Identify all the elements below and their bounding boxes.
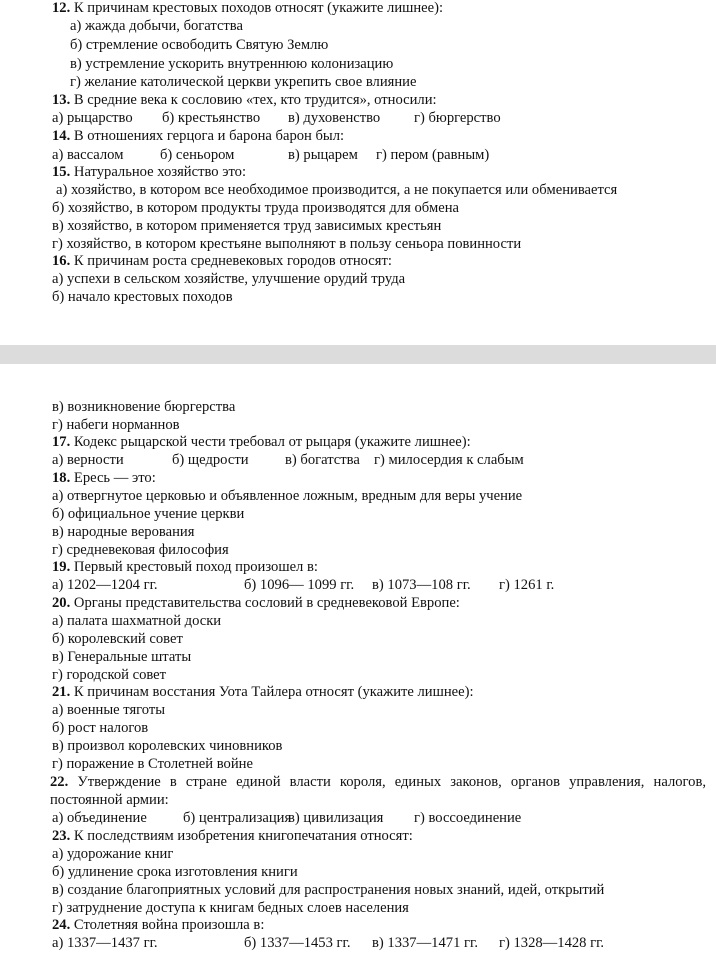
q16-option-a: а) успехи в сельском хозяйстве, улучшение орудий труда <box>52 271 406 287</box>
question-18: 18. Ересь — это: <box>52 470 156 486</box>
q21-option-b: б) рост налогов <box>52 720 149 736</box>
q22-option-a: а) объединение <box>52 810 147 826</box>
q24-option-a: а) 1337—1437 гг. <box>52 935 158 951</box>
q21-option-a: а) военные тяготы <box>52 702 166 718</box>
question-12: 12. К причинам крестовых походов относят (укажите лишнее): <box>52 0 444 16</box>
q17-option-d: г) милосердия к слабым <box>374 452 524 468</box>
q13-option-d: г) бюргерство <box>414 110 501 126</box>
q15-option-c: в) хозяйство, в котором применяется труд зависимых крестьян <box>52 218 442 234</box>
q24-option-d: г) 1328—1428 гг. <box>499 935 605 951</box>
q23-option-c: в) создание благоприятных условий для распространения новых знаний, идей, открытий <box>52 882 605 898</box>
question-21: 21. К причинам восстания Уота Тайлера относят (укажите лишнее): <box>52 684 474 700</box>
q15-option-a: а) хозяйство, в котором все необходимое производится, а не покупается или обменивается <box>56 182 618 198</box>
question-20: 20. Органы представительства сословий в средневековой Европе: <box>52 595 460 611</box>
q24-option-c: в) 1337—1471 гг. <box>372 935 478 951</box>
q17-option-c: в) богатства <box>285 452 360 468</box>
q20-option-b: б) королевский совет <box>52 631 183 647</box>
q21-option-d: г) поражение в Столетней войне <box>52 756 253 772</box>
q19-option-b: б) 1096— 1099 гг. <box>244 577 355 593</box>
q19-option-c: в) 1073—108 гг. <box>372 577 471 593</box>
q12-option-b: б) стремление освободить Святую Землю <box>70 37 329 53</box>
q14-option-b: б) сеньором <box>160 147 235 163</box>
q22-option-d: г) воссоединение <box>414 810 522 826</box>
q16-option-d: г) набеги норманнов <box>52 417 180 433</box>
q20-option-c: в) Генеральные штаты <box>52 649 192 665</box>
q12-option-d: г) желание католической церкви укрепить свое влияние <box>70 74 417 90</box>
question-13: 13. В средние века к сословию «тех, кто трудится», относили: <box>52 92 437 108</box>
page-2 <box>0 364 716 961</box>
question-15: 15. Натуральное хозяйство это: <box>52 164 246 180</box>
q12-option-a: а) жажда добычи, богатства <box>70 18 243 34</box>
q15-option-d: г) хозяйство, в котором крестьяне выполняют в пользу сеньора повинности <box>52 236 522 252</box>
q24-option-b: б) 1337—1453 гг. <box>244 935 351 951</box>
question-23: 23. К последствиям изобретения книгопечатания относят: <box>52 828 413 844</box>
page-1 <box>0 0 716 345</box>
q14-option-c: в) рыцарем <box>288 147 358 163</box>
q23-option-a: а) удорожание книг <box>52 846 174 862</box>
q20-option-a: а) палата шахматной доски <box>52 613 222 629</box>
q19-option-a: а) 1202—1204 гг. <box>52 577 158 593</box>
page-gap-divider <box>0 345 716 364</box>
q17-option-a: а) верности <box>52 452 124 468</box>
q20-option-d: г) городской совет <box>52 667 167 683</box>
q22-option-b: б) централизация <box>183 810 292 826</box>
question-16: 16. К причинам роста средневековых городов относят: <box>52 253 392 269</box>
q15-option-b: б) хозяйство, в котором продукты труда производятся для обмена <box>52 200 460 216</box>
q18-option-a: а) отвергнутое церковью и объявленное ложным, вредным для веры учение <box>52 488 523 504</box>
q22-option-c: в) цивилизация <box>288 810 384 826</box>
question-17: 17. Кодекс рыцарской чести требовал от рыцаря (укажите лишнее): <box>52 434 471 450</box>
q23-option-b: б) удлинение срока изготовления книги <box>52 864 298 880</box>
q18-option-d: г) средневековая философия <box>52 542 229 558</box>
q17-option-b: б) щедрости <box>172 452 249 468</box>
question-19: 19. Первый крестовый поход произошел в: <box>52 559 318 575</box>
q21-option-c: в) произвол королевских чиновников <box>52 738 283 754</box>
q13-option-b: б) крестьянство <box>162 110 261 126</box>
q16-option-c: в) возникновение бюргерства <box>52 399 236 415</box>
q13-option-a: а) рыцарство <box>52 110 133 126</box>
question-24: 24. Столетняя война произошла в: <box>52 917 265 933</box>
question-14: 14. В отношениях герцога и барона барон был: <box>52 128 345 144</box>
question-22: 22. Утверждение в стране единой власти короля, единых законов, органов управления, налогов, постоянной армии: <box>50 774 706 808</box>
q19-option-d: г) 1261 г. <box>499 577 555 593</box>
q13-option-c: в) духовенство <box>288 110 381 126</box>
q14-option-d: г) пером (равным) <box>376 147 490 163</box>
q23-option-d: г) затруднение доступа к книгам бедных слоев населения <box>52 900 409 916</box>
q18-option-b: б) официальное учение церкви <box>52 506 245 522</box>
q16-option-b: б) начало крестовых походов <box>52 289 233 305</box>
q14-option-a: а) вассалом <box>52 147 124 163</box>
q12-option-c: в) устремление ускорить внутреннюю колонизацию <box>70 56 394 72</box>
q18-option-c: в) народные верования <box>52 524 195 540</box>
